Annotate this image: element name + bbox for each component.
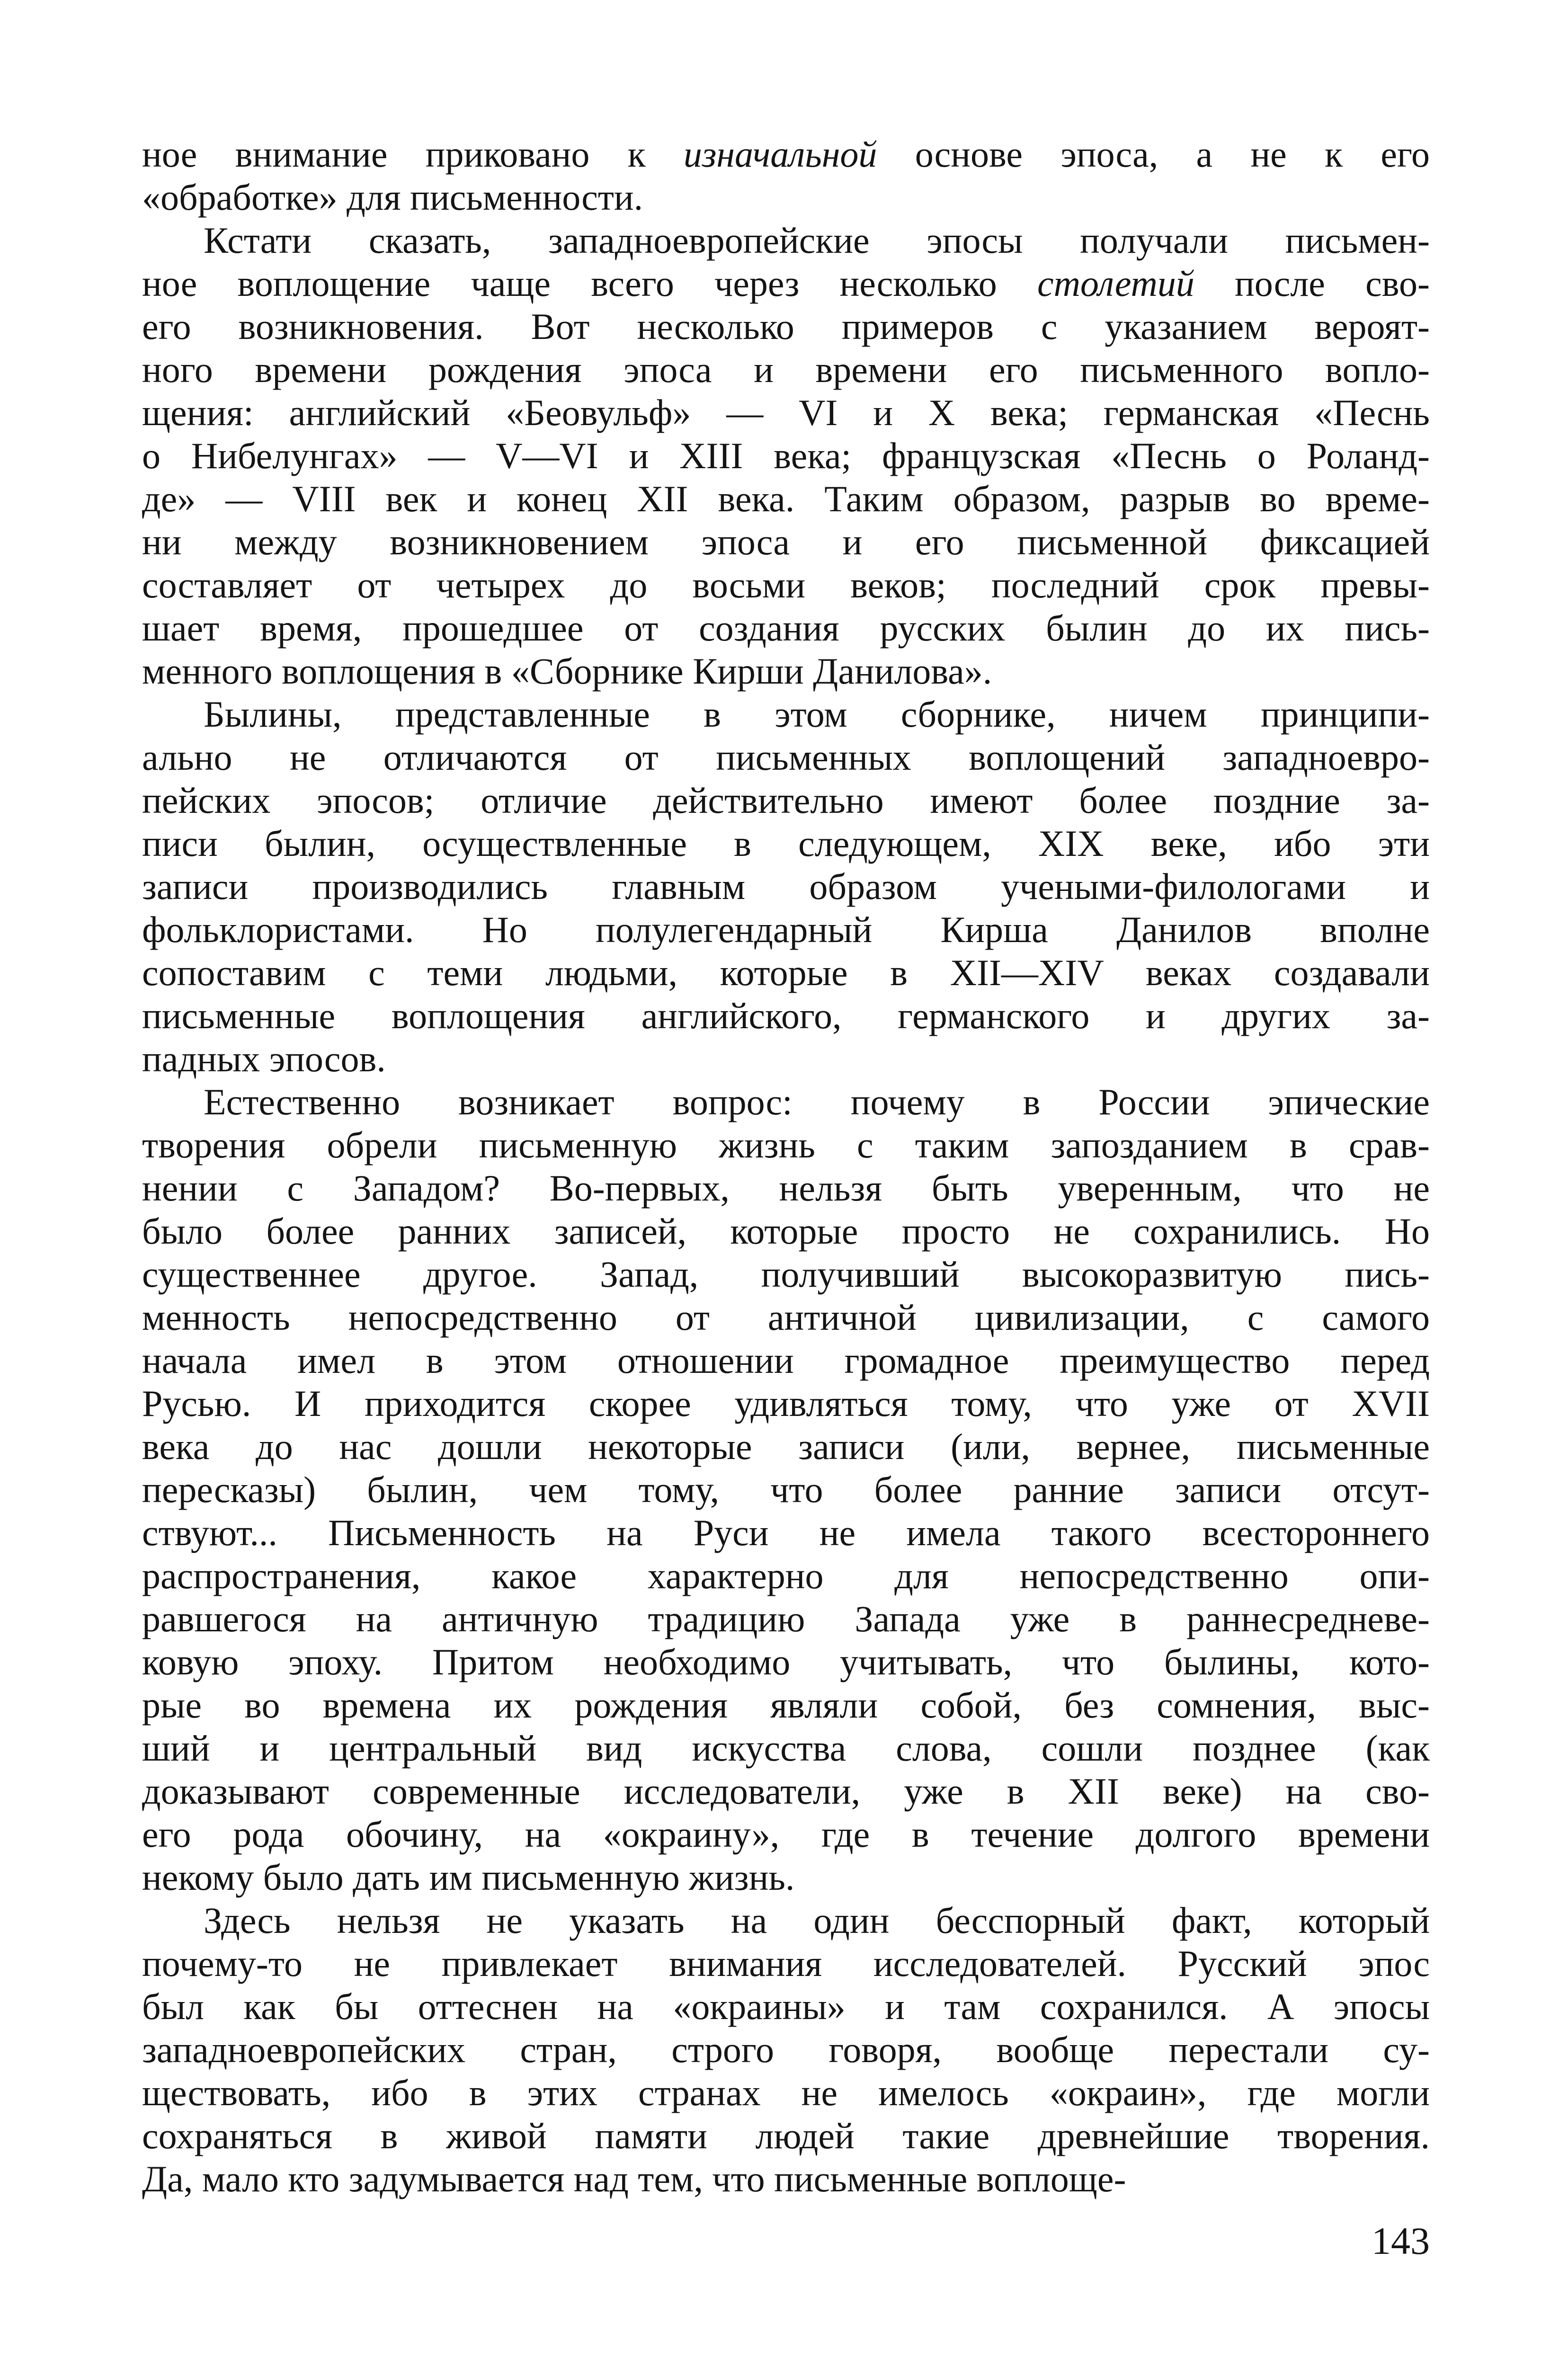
text-line: было более ранних записей, которые просто не сохранились. Но <box>142 1210 1430 1252</box>
text-line: фольклористами. Но полулегендарный Кирша Данилов вполне <box>142 909 1430 950</box>
text-line: Да, мало кто задумывается над тем, что письменные воплоще- <box>142 2158 1126 2199</box>
text-line: распространения, какое характерно для непосредственно опи- <box>142 1555 1430 1596</box>
text-line: ни между возникновением эпоса и его письменной фиксацией <box>142 521 1430 562</box>
text-line: Естественно возникает вопрос: почему в России эпические <box>204 1081 1430 1122</box>
text-line: Кстати сказать, западноевропейские эпосы получали письмен- <box>204 220 1430 261</box>
text-line: Здесь нельзя не указать на один бесспорный факт, который <box>204 1900 1430 1941</box>
text-line: записи производились главным образом учеными-филологами и <box>142 866 1430 907</box>
emphasis: столетий <box>1037 263 1194 304</box>
text-line: был как бы оттеснен на «окраины» и там сохранился. А эпосы <box>142 1986 1430 2027</box>
text-line: менного воплощения в «Сборнике Кирши Данилова». <box>142 650 992 692</box>
text-line: существеннее другое. Запад, получивший высокоразвитую пись- <box>142 1254 1430 1295</box>
text-line: ально не отличаются от письменных воплощений западноевро- <box>142 737 1430 778</box>
text-line: творения обрели письменную жизнь с таким запозданием в срав- <box>142 1124 1430 1166</box>
paragraph <box>142 219 1430 693</box>
text-line: начала имел в этом отношении громадное преимущество перед <box>142 1340 1430 1381</box>
text-line: почему-то не привлекает внимания исследователей. Русский эпос <box>142 1943 1430 1984</box>
text-line: ное воплощение чаще всего через несколько столетий после сво- <box>142 263 1430 304</box>
text-line: доказывают современные исследователи, уже в XII веке) на сво- <box>142 1771 1430 1812</box>
text-line: некому было дать им письменную жизнь. <box>142 1857 795 1898</box>
text-line: ществовать, ибо в этих странах не имелось «окраин», где могли <box>142 2072 1430 2113</box>
paragraph <box>142 1080 1430 1899</box>
text-line: падных эпосов. <box>142 1038 386 1079</box>
page-number: 143 <box>1372 2219 1430 2262</box>
text-line: сопоставим с теми людьми, которые в XII—XIV веках создавали <box>142 952 1430 993</box>
text-line: века до нас дошли некоторые записи (или, вернее, письменные <box>142 1426 1430 1467</box>
text-line: письменные воплощения английского, германского и других за- <box>142 995 1430 1036</box>
text-line: о Нибелунгах» — V—VI и XIII века; французская «Песнь о Роланд- <box>142 435 1430 476</box>
body-text <box>142 133 1430 2200</box>
paragraph <box>142 133 1430 219</box>
text-line: ковую эпоху. Притом необходимо учитывать, что былины, кото- <box>142 1641 1430 1682</box>
text-line: де» — VIII век и конец XII века. Таким образом, разрыв во време- <box>142 478 1430 519</box>
text-line: ший и центральный вид искусства слова, сошли позднее (как <box>142 1727 1430 1769</box>
text-line: пересказы) былин, чем тому, что более ранние записи отсут- <box>142 1469 1430 1510</box>
text-line: шает время, прошедшее от создания русских былин до их пись- <box>142 607 1430 649</box>
text-line: пейских эпосов; отличие действительно имеют более поздние за- <box>142 780 1430 821</box>
text-line: ное внимание приковано к изначальной основе эпоса, а не к его <box>142 133 1430 175</box>
text-line: сохраняться в живой памяти людей такие древнейшие творения. <box>142 2115 1430 2156</box>
text-line: ного времени рождения эпоса и времени его письменного вопло- <box>142 349 1430 390</box>
text-line: его рода обочину, на «окраину», где в течение долгого времени <box>142 1814 1430 1855</box>
text-line: рые во времена их рождения являли собой, без сомнения, выс- <box>142 1684 1430 1726</box>
text-line: западноевропейских стран, строго говоря, вообще перестали су- <box>142 2029 1430 2070</box>
text-line: писи былин, осуществленные в следующем, XIX веке, ибо эти <box>142 823 1430 864</box>
text-line: его возникновения. Вот несколько примеров с указанием вероят- <box>142 306 1430 347</box>
paragraph <box>142 693 1430 1080</box>
text-line: Русью. И приходится скорее удивляться тому, что уже от XVII <box>142 1383 1430 1424</box>
text-line: Былины, представленные в этом сборнике, ничем принципи- <box>204 694 1430 735</box>
text-line: ствуют... Письменность на Руси не имела такого всестороннего <box>142 1512 1430 1553</box>
text-line: нении с Западом? Во-первых, нельзя быть уверенным, что не <box>142 1167 1430 1209</box>
text-line: щения: английский «Беовульф» — VI и X века; германская «Песнь <box>142 392 1430 433</box>
emphasis: изначальной <box>683 133 877 175</box>
text-line: составляет от четырех до восьми веков; последний срок превы- <box>142 564 1430 605</box>
paragraph <box>142 1899 1430 2200</box>
text-line: менность непосредственно от античной цивилизации, с самого <box>142 1297 1430 1338</box>
text-line: «обработке» для письменности. <box>142 177 643 218</box>
text-line: равшегося на античную традицию Запада уже в раннесредневе- <box>142 1598 1430 1639</box>
